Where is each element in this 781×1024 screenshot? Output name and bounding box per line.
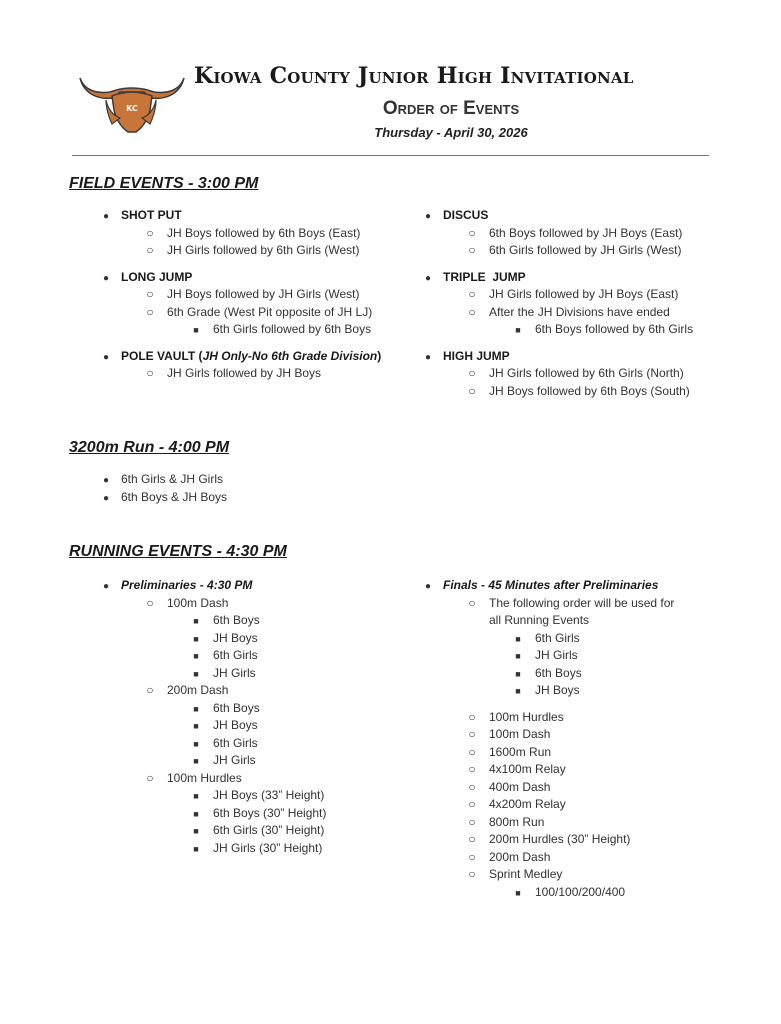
finals-event (443, 744, 753, 762)
square-bullet-icon (189, 805, 203, 824)
high-jump-label: HIGH JUMP (443, 348, 510, 363)
finals-item (443, 577, 753, 595)
bullet-icon (421, 269, 435, 288)
square-bullet-icon (189, 321, 203, 340)
long-jump-subdetail (121, 321, 411, 339)
preliminaries-column (121, 577, 411, 857)
high-jump-item (443, 348, 743, 366)
circle-bullet-icon (465, 761, 479, 779)
bullet-icon (99, 207, 113, 226)
run-3200-heading: 3200m Run - 4:00 PM (69, 439, 230, 456)
finals-division-text: JH Boys (535, 683, 580, 697)
finals-event-text: 1600m Run (489, 744, 552, 759)
finals-event (443, 761, 753, 779)
finals-event (443, 831, 753, 849)
pole-vault-detail-text: JH Girls followed by JH Boys (167, 366, 322, 380)
prelim-division (121, 630, 411, 648)
prelim-division (121, 665, 411, 683)
run-3200-item-text: 6th Girls & JH Girls (121, 472, 224, 486)
bullet-icon (99, 269, 113, 288)
finals-event (443, 709, 753, 727)
square-bullet-icon (189, 822, 203, 841)
finals-event-text: 100m Hurdles (489, 709, 564, 724)
finals-event-text: 400m Dash (489, 779, 551, 794)
long-jump-detail-text: 6th Grade (West Pit opposite of JH LJ) (167, 304, 373, 319)
finals-order-note (443, 595, 753, 613)
triple-jump-item (443, 269, 743, 287)
medley-split-text: 100/100/200/400 (535, 884, 626, 899)
finals-division (443, 630, 753, 648)
bullet-icon (99, 489, 113, 508)
prelim-division (121, 735, 411, 753)
field-events-right-column (443, 207, 743, 400)
shot-put-label: SHOT PUT (121, 208, 182, 222)
run-3200-list (121, 471, 421, 506)
finals-event (443, 866, 753, 884)
circle-bullet-icon (465, 709, 479, 727)
triple-jump-label: TRIPLE JUMP (443, 269, 526, 284)
square-bullet-icon (189, 630, 203, 649)
square-bullet-icon (189, 647, 203, 666)
finals-event-text: 4x100m Relay (489, 762, 566, 776)
circle-bullet-icon (465, 726, 479, 744)
pole-vault-detail (121, 365, 411, 383)
circle-bullet-icon (143, 682, 157, 700)
running-events-heading: RUNNING EVENTS - 4:30 PM (69, 543, 287, 560)
run-3200-item (121, 471, 421, 489)
discus-detail (443, 225, 743, 243)
finals-event (443, 796, 753, 814)
finals-event-text: 100m Dash (489, 727, 551, 741)
field-events-left-column (121, 207, 411, 383)
finals-event (443, 814, 753, 832)
prelim-event-label: 200m Dash (167, 683, 229, 697)
prelim-event-label: 100m Hurdles (167, 770, 242, 785)
bullet-icon (421, 207, 435, 226)
finals-division-text: JH Girls (535, 648, 578, 662)
pole-vault-note: JH Only-No 6th Grade Division (202, 348, 378, 363)
circle-bullet-icon (465, 242, 479, 260)
circle-bullet-icon (465, 779, 479, 797)
prelim-division-text: 6th Boys (213, 613, 260, 627)
finals-event (443, 779, 753, 797)
bullet-icon (421, 577, 435, 596)
long-jump-detail (121, 286, 411, 304)
discus-detail-text: 6th Boys followed by JH Boys (East) (489, 225, 683, 240)
circle-bullet-icon (465, 831, 479, 849)
shot-put-detail (121, 242, 411, 260)
prelim-division-text: JH Boys (213, 630, 258, 645)
finals-order-note-text: all Running Events (489, 613, 590, 627)
prelim-division (121, 647, 411, 665)
circle-bullet-icon (465, 365, 479, 383)
preliminaries-label: Preliminaries - 4:30 PM (121, 578, 253, 592)
prelim-division-text: JH Girls (213, 753, 256, 767)
pole-vault-close: ) (377, 348, 382, 363)
bullet-icon (99, 577, 113, 596)
circle-bullet-icon (143, 242, 157, 260)
finals-event (443, 849, 753, 867)
prelim-event (121, 595, 411, 613)
finals-event-text: 200m Dash (489, 849, 551, 864)
circle-bullet-icon (143, 770, 157, 788)
high-jump-detail (443, 383, 743, 401)
prelim-division-text: JH Boys (213, 718, 258, 732)
prelim-division-text: JH Girls (213, 665, 256, 680)
circle-bullet-icon (465, 286, 479, 304)
bullet-icon (421, 348, 435, 367)
finals-label: Finals - 45 Minutes after Preliminaries (443, 578, 659, 592)
event-date: Thursday - April 30, 2026 (374, 125, 528, 140)
run-3200-item-text: 6th Boys & JH Boys (121, 489, 228, 504)
square-bullet-icon (511, 647, 525, 666)
long-jump-detail-text: JH Boys followed by JH Girls (West) (167, 287, 360, 301)
prelim-division-text: JH Girls (30” Height) (213, 840, 323, 855)
circle-bullet-icon (465, 595, 479, 613)
finals-division-text: 6th Boys (535, 665, 582, 680)
square-bullet-icon (189, 700, 203, 719)
circle-bullet-icon (465, 225, 479, 243)
prelim-division (121, 787, 411, 805)
field-events-heading: FIELD EVENTS - 3:00 PM (69, 175, 259, 192)
logo-initials: KC (126, 104, 138, 113)
triple-jump-detail (443, 304, 743, 322)
square-bullet-icon (189, 735, 203, 754)
prelim-event (121, 682, 411, 700)
square-bullet-icon (511, 682, 525, 701)
page-subtitle: Order of Events (382, 98, 520, 119)
circle-bullet-icon (143, 365, 157, 383)
pole-vault-item (121, 348, 411, 366)
finals-event-text: 800m Run (489, 814, 545, 829)
pole-vault-label: POLE VAULT ( (121, 348, 203, 363)
circle-bullet-icon (465, 814, 479, 832)
square-bullet-icon (511, 630, 525, 649)
preliminaries-item (121, 577, 411, 595)
shot-put-detail-text: JH Boys followed by 6th Boys (East) (167, 225, 361, 240)
finals-order-note-cont (443, 612, 753, 630)
run-3200-item (121, 489, 421, 507)
header-divider (72, 155, 709, 156)
finals-column (443, 577, 753, 901)
square-bullet-icon (189, 665, 203, 684)
prelim-division (121, 752, 411, 770)
circle-bullet-icon (465, 744, 479, 762)
finals-event-text: 200m Hurdles (30” Height) (489, 832, 631, 846)
page-title: Kiowa County Junior High Invitational (194, 63, 634, 89)
square-bullet-icon (189, 787, 203, 806)
square-bullet-icon (189, 840, 203, 859)
circle-bullet-icon (465, 866, 479, 884)
medley-split (443, 884, 753, 902)
triple-jump-subdetail-text: 6th Boys followed by 6th Girls (535, 322, 694, 336)
triple-jump-detail-text: JH Girls followed by JH Boys (East) (489, 287, 679, 301)
prelim-division-text: JH Boys (33” Height) (213, 788, 325, 802)
triple-jump-subdetail (443, 321, 743, 339)
circle-bullet-icon (143, 595, 157, 613)
discus-item (443, 207, 743, 225)
prelim-division (121, 612, 411, 630)
long-jump-subdetail-text: 6th Girls followed by 6th Boys (213, 322, 372, 336)
prelim-division-text: 6th Girls (213, 648, 258, 662)
prelim-division (121, 805, 411, 823)
square-bullet-icon (511, 884, 525, 903)
finals-event-text: Sprint Medley (489, 867, 563, 881)
long-jump-item (121, 269, 411, 287)
circle-bullet-icon (143, 304, 157, 322)
circle-bullet-icon (465, 383, 479, 401)
prelim-division-text: 6th Boys (213, 700, 260, 715)
prelim-division (121, 840, 411, 858)
high-jump-detail (443, 365, 743, 383)
prelim-division-text: 6th Girls (30” Height) (213, 823, 325, 837)
longhorn-logo (76, 70, 188, 136)
prelim-division (121, 700, 411, 718)
bullet-icon (99, 348, 113, 367)
discus-detail-text: 6th Girls followed by JH Girls (West) (489, 243, 682, 257)
triple-jump-detail-text: After the JH Divisions have ended (489, 304, 670, 319)
high-jump-detail-text: JH Boys followed by 6th Boys (South) (489, 383, 690, 398)
square-bullet-icon (189, 612, 203, 631)
prelim-division (121, 717, 411, 735)
discus-detail (443, 242, 743, 260)
bullet-icon (99, 471, 113, 490)
high-jump-detail-text: JH Girls followed by 6th Girls (North) (489, 366, 684, 380)
discus-label: DISCUS (443, 208, 489, 222)
square-bullet-icon (511, 321, 525, 340)
finals-event (443, 726, 753, 744)
prelim-event (121, 770, 411, 788)
finals-event-text: 4x200m Relay (489, 797, 566, 811)
finals-division (443, 647, 753, 665)
circle-bullet-icon (465, 849, 479, 867)
shot-put-detail (121, 225, 411, 243)
square-bullet-icon (189, 717, 203, 736)
circle-bullet-icon (465, 796, 479, 814)
long-jump-label: LONG JUMP (121, 269, 193, 284)
shot-put-detail-text: JH Girls followed by 6th Girls (West) (167, 243, 360, 257)
prelim-division-text: 6th Boys (30” Height) (213, 805, 327, 820)
prelim-division (121, 822, 411, 840)
shot-put-item (121, 207, 411, 225)
finals-division-text: 6th Girls (535, 630, 580, 645)
finals-division (443, 665, 753, 683)
finals-order-note-text: The following order will be used for (489, 595, 675, 610)
triple-jump-detail (443, 286, 743, 304)
prelim-event-label: 100m Dash (167, 595, 229, 610)
circle-bullet-icon (465, 304, 479, 322)
circle-bullet-icon (143, 286, 157, 304)
long-jump-detail (121, 304, 411, 322)
square-bullet-icon (511, 665, 525, 684)
square-bullet-icon (189, 752, 203, 771)
finals-division (443, 682, 753, 700)
prelim-division-text: 6th Girls (213, 735, 258, 750)
circle-bullet-icon (143, 225, 157, 243)
